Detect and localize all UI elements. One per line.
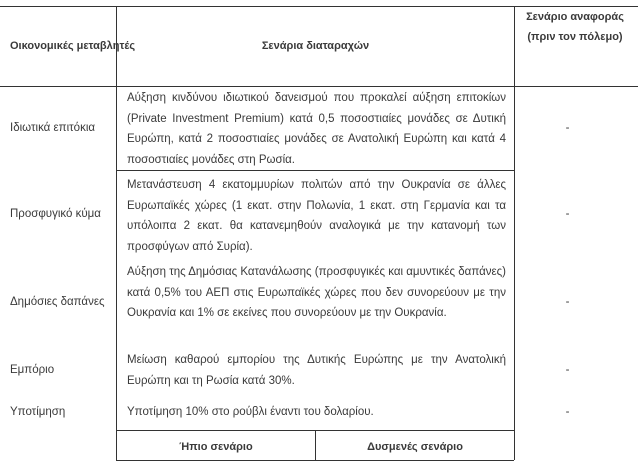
row-devaluation-scenario: Υποτίμηση 10% στο ρούβλι έναντι του δολαρίου. <box>127 406 374 418</box>
row-public-spending-variable: Δημόσιες δαπάνες <box>10 296 105 308</box>
row-trade-variable: Εμπόριο <box>10 364 55 376</box>
row-private-rates-baseline: - <box>565 122 570 134</box>
row1-bottom-border <box>116 170 514 171</box>
row-private-rates-scenario: Αύξηση κινδύνου ιδιωτικού δανεισμού που προκαλεί αύξηση επιτοκίων (Private Investment Premium) κατά 0,5 ποσοστιαίες μονάδες σε Δυτική Ευρώπη, κατά 2 ποσοστιαίες μονάδες σε Ανατολική Ευρώπη και κατά 4 ποσοστιαίες μονάδες στη Ρωσία. <box>127 92 506 166</box>
row-private-rates-variable: Ιδιωτικά επιτόκια <box>10 122 96 134</box>
row-refugees-baseline: - <box>565 208 570 220</box>
col1-divider <box>116 6 117 460</box>
footer-mild-scenario: Ήπιο σενάριο <box>179 441 253 453</box>
table-bottom-border <box>116 460 514 461</box>
row-trade-baseline: - <box>565 364 570 376</box>
row-devaluation-baseline: - <box>565 406 570 418</box>
row-trade-scenario: Μείωση καθαρού εμπορίου της Δυτικής Ευρώπης με την Ανατολική Ευρώπη και τη Ρωσία κατά 30%. <box>127 354 506 387</box>
header-baseline: Σενάριο αναφοράς (πριν τον πόλεμο) <box>526 11 624 43</box>
row-public-spending-baseline: - <box>565 296 570 308</box>
row-refugees-variable: Προσφυγικό κύμα <box>10 208 101 220</box>
row-devaluation-variable: Υποτίμηση <box>10 406 66 418</box>
table-top-border <box>0 6 638 7</box>
header-scenarios: Σενάρια διαταραχών <box>261 40 370 52</box>
footer-adverse-scenario: Δυσμενές σενάριο <box>367 441 463 453</box>
row-refugees-scenario: Μετανάστευση 4 εκατομμυρίων πολιτών από την Ουκρανία σε άλλες Ευρωπαϊκές χώρες (1 εκατ. στην Πολωνία, 1 εκατ. στη Γερμανία και τα υπόλοιπα 2 εκατ. θα κατανεμηθούν αναλογικά με την κατανομή των προσφύγων από Συρία). <box>127 179 506 253</box>
header-bottom-border <box>0 86 638 87</box>
col2-divider <box>514 6 515 460</box>
row-public-spending-scenario: Αύξηση της Δημόσιας Κατανάλωσης (προσφυγικές και αμυντικές δαπάνες) κατά 0,5% του ΑΕΠ στις Ευρωπαϊκές χώρες που δεν συνορεύουν με την Ουκρανία και 1% σε εκείνες που συνορεύουν με την Ουκρανία. <box>127 266 506 319</box>
header-variables: Οικονομικές μεταβλητές <box>10 40 136 52</box>
